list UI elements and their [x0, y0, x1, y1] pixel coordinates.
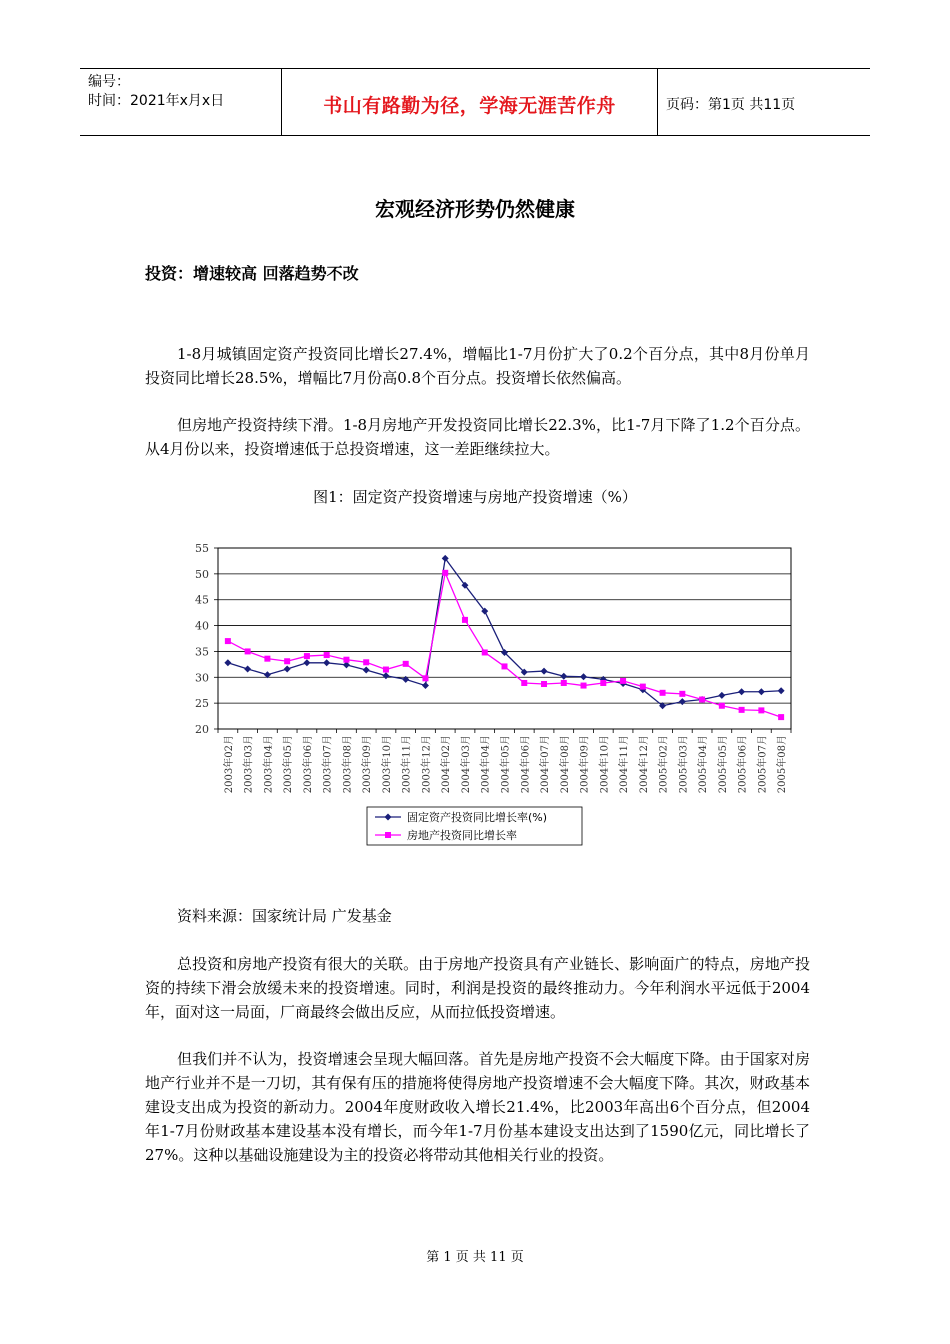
x-tick-label: 2004年12月 [638, 735, 650, 794]
x-tick-label: 2004年08月 [559, 735, 571, 794]
data-point [324, 652, 330, 658]
legend-label: 房地产投资同比增长率 [407, 829, 517, 842]
x-tick-label: 2005年06月 [737, 735, 749, 794]
data-point [225, 638, 231, 644]
x-tick-label: 2003年10月 [381, 735, 393, 794]
x-tick-label: 2005年08月 [777, 735, 789, 794]
data-point [739, 707, 745, 713]
x-tick-label: 2003年11月 [401, 735, 413, 794]
data-point [581, 683, 587, 689]
header-divider [657, 69, 658, 135]
paragraph: 但我们并不认为，投资增速会呈现大幅回落。首先是房地产投资不会大幅度下降。由于国家对房地产行业并不是一刀切，其有保有压的措施将使得房地产投资增速不会大幅度下降。其次，财政基本建设支出成为投资的新动力。2004年度财政收入增长21.4%，比2003年高出6个百分点，但2004年1-7月份财政基本建设基本没有增长，而今年1-7月份基本建设支出达到了1590亿元，同比增长了27%。这种以基础设施建设为主的投资必将带动其他相关行业的投资。 [145, 1050, 810, 1164]
header-motto: 书山有路勤为径，学海无涯苦作舟 [323, 95, 616, 117]
data-point [284, 658, 290, 664]
paragraph: 总投资和房地产投资有很大的关联。由于房地产投资具有产业链长、影响面广的特点，房地产投资的持续下滑会放缓未来的投资增速。同时，利润是投资的最终推动力。今年利润水平远低于2004年，面对这一局面，厂商最终会做出反应，从而拉低投资增速。 [145, 955, 810, 1021]
x-tick-label: 2003年06月 [302, 735, 314, 794]
data-point [502, 663, 508, 669]
data-point [660, 690, 666, 696]
figure-caption: 图1：固定资产投资增速与房地产投资增速（%） [313, 488, 637, 506]
x-tick-label: 2003年04月 [263, 735, 275, 794]
x-tick-label: 2004年11月 [619, 735, 631, 794]
page-footer: 第 1 页 共 11 页 [426, 1250, 524, 1265]
data-point [679, 691, 685, 697]
data-point [442, 570, 448, 576]
y-tick-label: 35 [195, 645, 209, 659]
data-point [304, 653, 310, 659]
y-tick-label: 40 [195, 619, 209, 633]
x-tick-label: 2004年07月 [540, 735, 552, 794]
data-point [521, 680, 527, 686]
data-point [482, 649, 488, 655]
x-tick-label: 2004年09月 [579, 735, 591, 794]
x-tick-label: 2004年03月 [460, 735, 472, 794]
x-tick-label: 2003年12月 [421, 735, 433, 794]
y-tick-label: 55 [195, 542, 209, 555]
x-tick-label: 2004年05月 [500, 735, 512, 794]
data-point [541, 681, 547, 687]
section-heading: 投资：增速较高 回落趋势不改 [145, 264, 359, 283]
x-tick-label: 2003年08月 [342, 735, 354, 794]
data-point [778, 714, 784, 720]
header-time: 时间：2021年x月x日 [88, 93, 225, 109]
legend-label: 固定资产投资同比增长率(%) [407, 811, 548, 824]
data-point [422, 675, 428, 681]
y-tick-label: 25 [195, 697, 209, 711]
x-tick-label: 2003年02月 [223, 735, 235, 794]
y-tick-label: 50 [195, 567, 209, 581]
data-point [343, 657, 349, 663]
x-tick-label: 2003年09月 [362, 735, 374, 794]
data-point [245, 648, 251, 654]
x-tick-label: 2005年04月 [698, 735, 710, 794]
legend-marker [385, 832, 391, 838]
y-tick-label: 45 [195, 593, 209, 607]
data-point [264, 656, 270, 662]
x-tick-label: 2005年05月 [717, 735, 729, 794]
paragraph: 1-8月城镇固定资产投资同比增长27.4%，增幅比1-7月份扩大了0.2个百分点，其中8月份单月投资同比增长28.5%，增幅比7月份高0.8个百分点。投资增长依然偏高。 [145, 345, 810, 387]
data-point [600, 680, 606, 686]
paragraph: 但房地产投资持续下滑。1-8月房地产开发投资同比增长22.3%，比1-7月下降了1.2个百分点。从4月份以来，投资增速低于总投资增速，这一差距继续拉大。 [145, 416, 810, 458]
data-point [620, 678, 626, 684]
data-point [719, 703, 725, 709]
data-point [561, 680, 567, 686]
x-tick-label: 2004年06月 [520, 735, 532, 794]
investment-growth-chart [170, 535, 800, 850]
x-tick-label: 2003年05月 [283, 735, 295, 794]
x-tick-label: 2004年04月 [480, 735, 492, 794]
data-point [462, 617, 468, 623]
x-tick-label: 2005年03月 [678, 735, 690, 794]
data-point [383, 667, 389, 673]
y-tick-label: 30 [195, 671, 209, 685]
data-point [403, 661, 409, 667]
x-tick-label: 2004年10月 [599, 735, 611, 794]
x-tick-label: 2005年07月 [757, 735, 769, 794]
source-note: 资料来源：国家统计局 广发基金 [177, 907, 392, 925]
data-point [640, 684, 646, 690]
x-tick-label: 2003年07月 [322, 735, 334, 794]
data-point [758, 707, 764, 713]
x-tick-label: 2005年02月 [658, 735, 670, 794]
x-tick-label: 2004年02月 [441, 735, 453, 794]
header-meta [88, 73, 224, 111]
y-tick-label: 20 [195, 723, 209, 736]
x-tick-label: 2003年03月 [243, 735, 255, 794]
header-page-info: 页码：第1页 共11页 [666, 97, 796, 113]
page-title: 宏观经济形势仍然健康 [375, 197, 575, 221]
data-point [699, 697, 705, 703]
page-header [80, 68, 870, 136]
header-number: 编号： [88, 74, 130, 90]
data-point [363, 659, 369, 665]
